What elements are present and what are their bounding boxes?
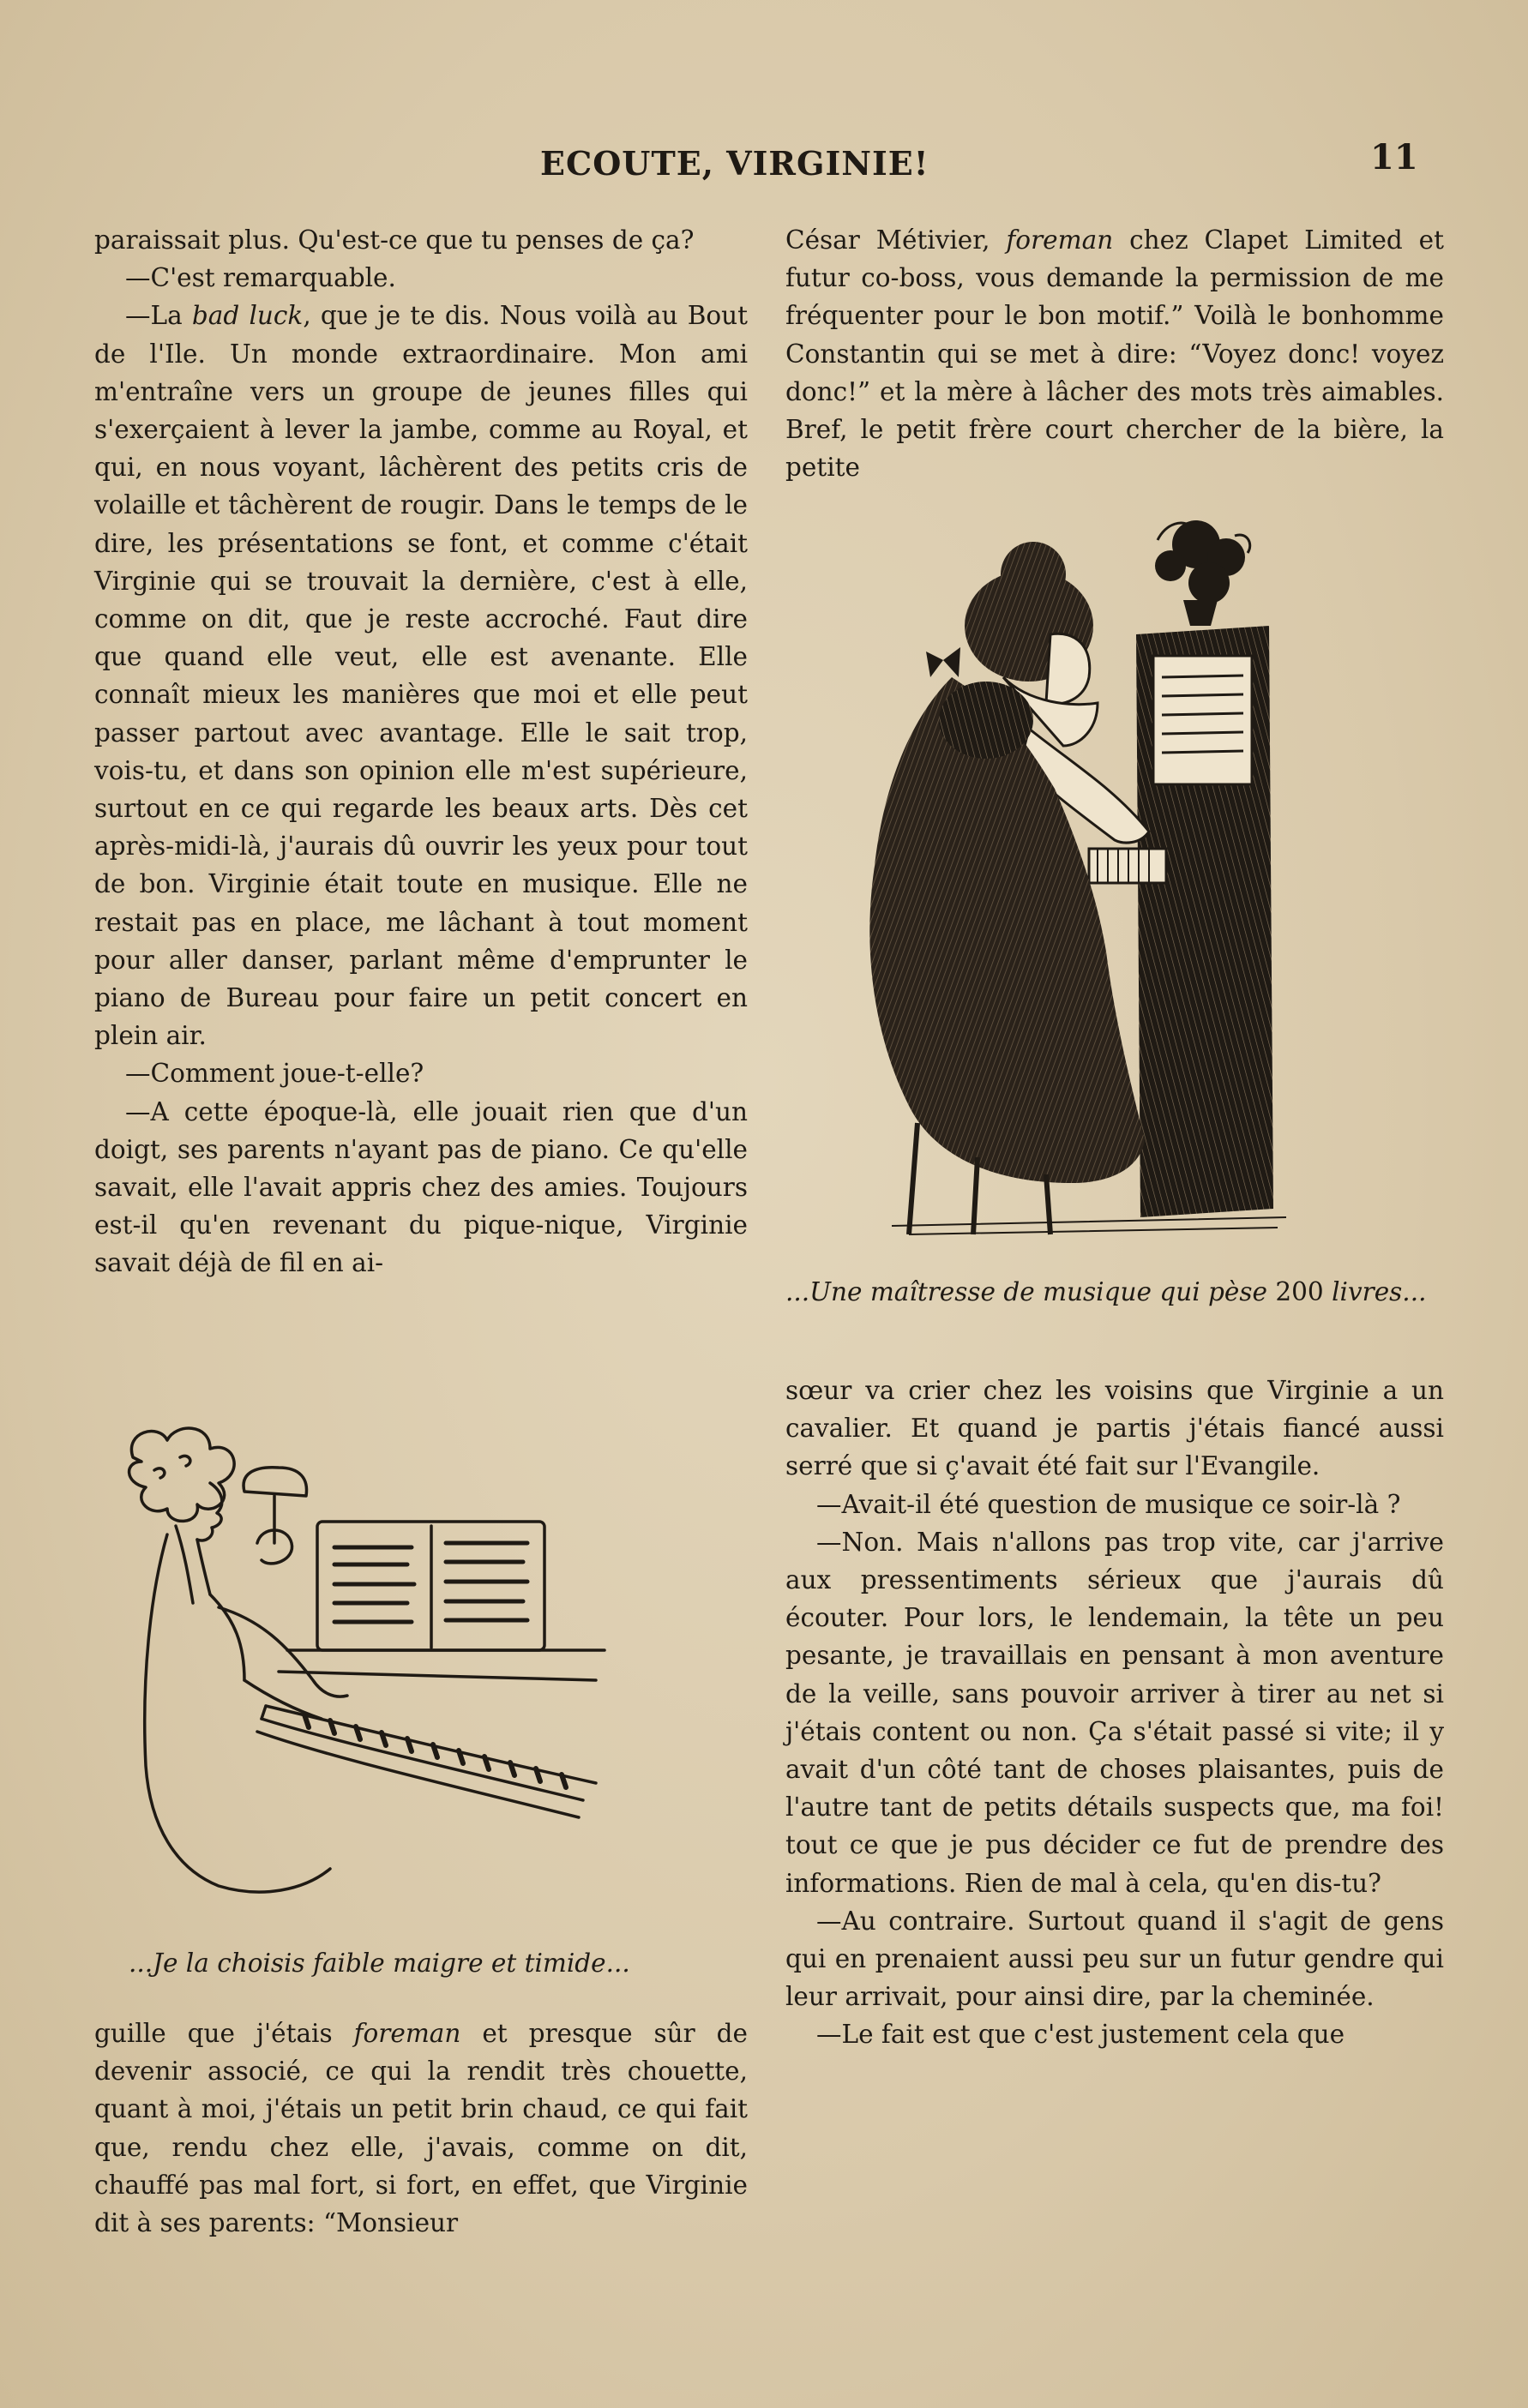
- text-run: et presque sûr de devenir associé, ce qui la rendit très chouette, quant à moi, j'étais un petit brin chaud, ce qui fait que, rendu chez elle, j'avais, comme on dit, chauffé pas mal fort, si fort, en effet, que Virginie dit à ses parents: “Monsieur: [94, 2019, 749, 2238]
- text-run: guille que j'étais: [94, 2019, 354, 2048]
- page-header: [0, 137, 1528, 189]
- italic-phrase: bad luck: [191, 301, 304, 331]
- paragraph: —C'est remarquable.: [125, 263, 396, 293]
- paragraph: —Comment joue-t-elle?: [125, 1059, 424, 1089]
- left-column-top: [94, 221, 748, 1282]
- caption-text: livres...: [1332, 1277, 1427, 1306]
- woman-at-piano-engraving: [857, 506, 1303, 1243]
- girl-at-piano-sketch: [116, 1423, 716, 1920]
- text-run: —La: [125, 301, 192, 331]
- text-run: , que je te dis. Nous voilà au Bout de l'Ile. Un monde extraordinaire. Mon ami m'entraîne vers un groupe de jeunes filles qui s'exerçaient à lever la jambe, comme au Royal, et qui, en nous voyant, lâchèrent des petits cris de volaille et tâchèrent de rougir. Dans le temps de le dire, les présentations se font, et comme c'était Virginie qui se trouvait la dernière, c'est à elle, comme on dit, que je reste accroché. Faut dire que quand elle veut, elle est avenante. Elle connaît mieux les manières que moi et elle peut passer partout avec avantage. Elle le sait trop, vois-tu, et dans son opinion elle m'est supérieure, surtout en ce qui regarde les beaux arts. Dès cet après-midi-là, j'aurais dû ouvrir les yeux pour tout de bon. Virginie était toute en musique. Elle ne restait pas en place, me lâchant à tout moment pour aller danser, parlant même d'emprunter le piano de Bureau pour faire un petit concert en plein air.: [94, 301, 748, 1051]
- left-illustration-caption: [129, 1944, 746, 1982]
- paragraph: sœur va crier chez les voisins que Virginie a un cavalier. Et quand je partis j'étais fiancé aussi serré que si ç'avait été fait sur l'Evangile.: [785, 1376, 1444, 1481]
- running-title: ECOUTE, VIRGINIE!: [540, 144, 929, 183]
- paragraph: —Avait-il été question de musique ce soir-là ?: [816, 1489, 1401, 1519]
- left-column-bottom: [94, 2015, 748, 2242]
- right-column-top: [785, 221, 1444, 486]
- right-illustration-caption: [785, 1273, 1444, 1311]
- paragraph: —A cette époque-là, elle jouait rien que d'un doigt, ses parents n'ayant pas de piano. Ce qu'elle savait, elle l'avait appris chez des amies. Toujours est-il qu'en revenant du pique-nique, Virginie savait déjà de fil en ai-: [94, 1096, 748, 1278]
- paragraph: [94, 297, 748, 1054]
- italic-phrase: foreman: [1006, 225, 1114, 255]
- italic-phrase: foreman: [353, 2019, 461, 2048]
- paragraph: —Le fait est que c'est justement cela que: [816, 2020, 1345, 2050]
- paragraph: [94, 2015, 748, 2242]
- text-run: chez Clapet Limited et futur co-boss, vous demande la permission de me fréquenter pour le bon motif.” Voilà le bonhomme Constantin qui se met à dire: “Voyez donc! voyez donc!” et la mère à lâcher des mots très aimables. Bref, le petit frère court chercher de la bière, la petite: [785, 225, 1444, 483]
- caption-weight-number: 200: [1275, 1277, 1324, 1306]
- paragraph: [785, 221, 1444, 486]
- page-number: 11: [1370, 137, 1418, 177]
- right-column-bottom: [785, 1372, 1444, 2054]
- paragraph: paraissait plus. Qu'est-ce que tu penses de ça?: [94, 225, 695, 255]
- caption-text: ...Je la choisis faible maigre et timide...: [129, 1949, 630, 1978]
- text-run: César Métivier,: [785, 225, 1007, 255]
- caption-text: ...Une maîtresse de musique qui pèse: [785, 1277, 1267, 1306]
- paragraph: —Non. Mais n'allons pas trop vite, car j'arrive aux pressentiments sérieux que j'aurais dû écouter. Pour lors, le lendemain, la tête un peu pesante, je travaillais en pensant à mon aventure de la veille, sans pouvoir arriver à tirer au net si j'étais content ou non. Ça s'était passé si vite; il y avait d'un côté tant de choses plaisantes, puis de l'autre tant de petits détails suspects que, ma foi! tout ce que je pus décider ce fut de prendre des informations. Rien de mal à cela, qu'en dis-tu?: [785, 1527, 1444, 1898]
- paragraph: —Au contraire. Surtout quand il s'agit de gens qui en prenaient aussi peu sur un futur gendre qui leur arrivait, pour ainsi dire, par la cheminée.: [785, 1906, 1444, 2012]
